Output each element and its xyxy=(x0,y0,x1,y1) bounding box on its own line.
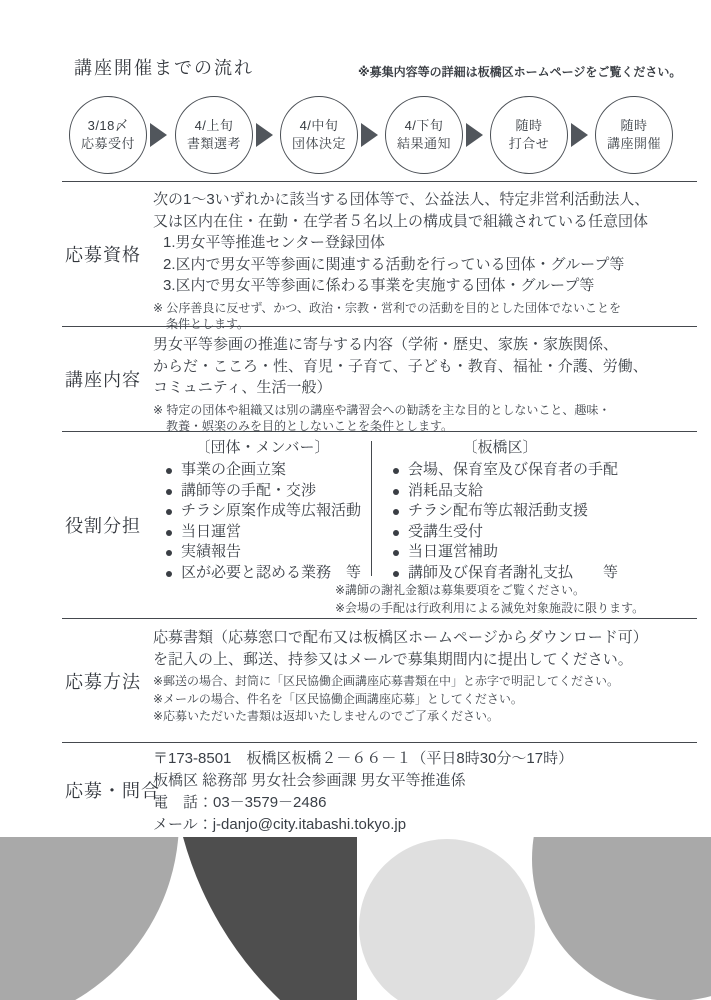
bullet-icon xyxy=(166,550,172,556)
list-item: 区が必要と認める業務 等 xyxy=(181,563,362,581)
text-line: 男女平等参画の推進に寄与する内容（学術・歴史、家族・家族関係、 xyxy=(153,336,619,353)
column-divider xyxy=(371,441,372,576)
bullet-icon xyxy=(393,530,399,536)
list-item: 当日運営補助 xyxy=(408,543,499,560)
section-roles xyxy=(62,431,697,618)
arrow-right-icon xyxy=(571,123,588,147)
contact-phone: 電 話：03－3579－2486 xyxy=(153,794,327,811)
roles-group-column xyxy=(153,439,372,583)
flow-step-date: 随時 xyxy=(515,118,543,134)
flow-step-4 xyxy=(385,96,463,174)
note-line: ※郵送の場合、封筒に「区民協働企画講座応募書類在中」と赤字で明記してください。 xyxy=(153,674,620,688)
column-header: 〔団体・メンバー〕 xyxy=(195,439,330,456)
list-item: 講師及び保育者謝礼支払 等 xyxy=(408,563,619,581)
text-line: 応募書類（応募窓口で配布又は板橋区ホームページからダウンロード可） xyxy=(153,629,648,646)
numbered-item: 3.区内で男女平等参画に係わる事業を実施する団体・グループ等 xyxy=(163,277,595,294)
arrow-right-icon xyxy=(466,123,483,147)
bullet-icon xyxy=(393,571,399,577)
flow-step-6 xyxy=(595,96,673,174)
note-line: ※応募いただいた書類は返却いたしませんのでご了承ください。 xyxy=(153,709,500,723)
text-line: からだ・こころ・性、育児・子育て、子ども・教育、福祉・介護、労働、 xyxy=(153,357,648,375)
bullet-icon xyxy=(166,489,172,495)
column-header: 〔板橋区〕 xyxy=(462,439,538,456)
contact-department: 板橋区 総務部 男女社会参画課 男女平等推進係 xyxy=(153,772,466,789)
text-line: 又は区内在住・在勤・在学者５名以上の構成員で組織されている任意団体 xyxy=(153,212,649,230)
list-item: チラシ配布等広報活動支援 xyxy=(408,502,589,519)
section-label: 応募資格 xyxy=(65,245,141,265)
note-line: ※ 公序善良に反せず、かつ、政治・宗教・営利での活動を目的とした団体でないことを xyxy=(153,300,621,315)
section-contact xyxy=(62,742,697,837)
flow-step-label: 結果通知 xyxy=(396,136,451,151)
roles-city-column xyxy=(380,439,620,583)
section-label: 講座内容 xyxy=(65,370,141,390)
note-line: ※ 特定の団体や組織又は別の講座や講習会への勧誘を主な目的としないこと、趣味・ xyxy=(153,402,611,417)
note-line: 条件とします。 xyxy=(166,317,250,331)
flow-step-label: 打合せ xyxy=(508,136,550,151)
section-qualification xyxy=(62,181,697,331)
flow-step-date: 4/上旬 xyxy=(194,118,234,134)
text-line: を記入の上、郵送、持参又はメールで募集期間内に提出してください。 xyxy=(153,650,633,668)
footer-light-circle xyxy=(359,839,535,1000)
bullet-icon xyxy=(393,550,399,556)
bullet-icon xyxy=(166,571,172,577)
list-item: 当日運営 xyxy=(181,522,242,540)
list-item: 事業の企画立案 xyxy=(181,461,287,478)
flow-step-label: 応募受付 xyxy=(80,136,135,151)
arrow-right-icon xyxy=(150,123,167,147)
flow-step-label: 書類選考 xyxy=(186,136,241,151)
list-item: 実績報告 xyxy=(181,543,242,560)
list-item: 消耗品支給 xyxy=(408,481,484,499)
note-line: 教養・娯楽のみを目的としないことを条件とします。 xyxy=(166,419,454,433)
numbered-item: 1.男女平等推進センター登録団体 xyxy=(163,234,385,251)
flow-step-label: 講座開催 xyxy=(606,136,661,151)
bullet-icon xyxy=(166,468,172,474)
note-line: ※講師の謝礼金額は募集要項をご覧ください。 xyxy=(335,583,586,597)
section-label: 応募方法 xyxy=(65,671,141,692)
flow-step-5 xyxy=(490,96,568,174)
list-item: 会場、保育室及び保育者の手配 xyxy=(408,461,619,478)
section-label: 応募・問合 xyxy=(65,781,160,801)
arrow-right-icon xyxy=(361,123,378,147)
text-line: 次の1～3いずれかに該当する団体等で、公益法人、特定非営利活動法人、 xyxy=(153,191,650,208)
bullet-icon xyxy=(166,530,172,536)
flow-step-1 xyxy=(69,96,147,174)
flow-step-2 xyxy=(175,96,253,174)
note-line: ※会場の手配は行政利用による減免対象施設に限ります。 xyxy=(335,600,645,615)
flow-step-date: 3/18〆 xyxy=(87,118,129,134)
section-how-to-apply xyxy=(62,618,697,742)
flow-step-label: 団体決定 xyxy=(291,136,346,151)
bullet-icon xyxy=(393,509,399,515)
contact-address: 〒173-8501 板橋区板橋２－６６－１（平日8時30分～17時） xyxy=(153,750,574,767)
numbered-item: 2.区内で男女平等参画に関連する活動を行っている団体・グループ等 xyxy=(163,255,625,273)
page-title: 講座開催までの流れ xyxy=(74,58,254,78)
footer-right-circle xyxy=(532,837,711,1000)
flow-step-date: 随時 xyxy=(620,118,648,134)
contact-email: メール：j-danjo@city.itabashi.tokyo.jp xyxy=(153,816,407,833)
flow-step-date: 4/下旬 xyxy=(404,118,444,134)
text-line: コミュニティ、生活一般） xyxy=(153,379,332,396)
note-line: ※メールの場合、件名を「区民協働企画講座応募」としてください。 xyxy=(153,691,523,706)
section-label: 役割分担 xyxy=(65,516,141,536)
arrow-right-icon xyxy=(256,123,273,147)
footer-left-circle xyxy=(0,837,179,1000)
header-note: ※募集内容等の詳細は板橋区ホームページをご覧ください。 xyxy=(358,65,682,79)
list-item: 講師等の手配・交渉 xyxy=(181,481,317,499)
flow-step-3 xyxy=(280,96,358,174)
bullet-icon xyxy=(393,489,399,495)
footer-decoration xyxy=(0,837,711,1000)
bullet-icon xyxy=(393,468,399,474)
flow-diagram xyxy=(0,0,711,180)
list-item: チラシ原案作成等広報活動 xyxy=(181,502,362,519)
footer-dark-shape xyxy=(183,837,357,1000)
bullet-icon xyxy=(166,509,172,515)
list-item: 受講生受付 xyxy=(408,522,484,540)
section-content xyxy=(62,326,697,431)
flow-step-date: 4/中旬 xyxy=(299,118,339,134)
